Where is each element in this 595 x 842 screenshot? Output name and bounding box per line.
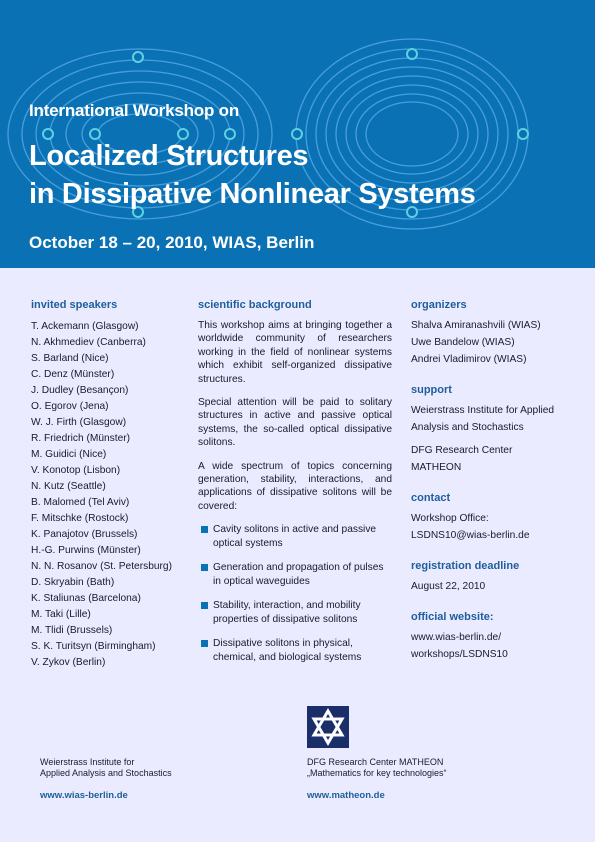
soliton-pattern-graphic — [0, 0, 595, 268]
deadline-heading: registration deadline — [411, 560, 520, 572]
speaker-item: K. Staliunas (Barcelona) — [31, 593, 141, 604]
speaker-item: F. Mitschke (Rostock) — [31, 513, 129, 524]
footer-wias-line-2: Applied Analysis and Stochastics — [40, 768, 172, 778]
footer-wias — [40, 757, 172, 801]
header-banner — [0, 0, 595, 268]
background-paragraph-2: Special attention will be paid to solitary structures in active and passive optical systems, the so-called optical dissipative solitons. — [198, 397, 392, 449]
speaker-item: O. Egorov (Jena) — [31, 401, 109, 412]
speaker-item: N. Kutz (Seattle) — [31, 481, 106, 492]
speaker-item: V. Konotop (Lisbon) — [31, 465, 121, 476]
footer-matheon — [307, 757, 447, 801]
organizer-item: Shalva Amiranashvili (WIAS) — [411, 320, 541, 331]
deadline-date: August 22, 2010 — [411, 581, 486, 592]
speaker-item: B. Malomed (Tel Aviv) — [31, 497, 130, 508]
topic-item: Generation and propagation of pulses in optical waveguides — [198, 561, 392, 589]
support-matheon-line-1: DFG Research Center — [411, 445, 513, 456]
speaker-item: R. Friedrich (Münster) — [31, 433, 131, 444]
bullet-square-icon — [201, 526, 208, 533]
bullet-square-icon — [201, 640, 208, 647]
support-heading: support — [411, 384, 452, 396]
bullet-square-icon — [201, 602, 208, 609]
organizer-item: Uwe Bandelow (WIAS) — [411, 337, 515, 348]
footer-matheon-link[interactable]: www.matheon.de — [307, 790, 385, 801]
speaker-item: D. Skryabin (Bath) — [31, 577, 115, 588]
footer-wias-link[interactable]: www.wias-berlin.de — [40, 790, 128, 801]
matheon-logo-graphic — [307, 706, 349, 748]
speaker-item: S. K. Turitsyn (Birmingham) — [31, 641, 156, 652]
topic-item: Stability, interaction, and mobility properties of dissipative solitons — [198, 599, 392, 627]
speaker-item: J. Dudley (Besançon) — [31, 385, 129, 396]
title-line-2: in Dissipative Nonlinear Systems — [29, 178, 476, 210]
support-wias-line-1: Weierstrass Institute for Applied — [411, 405, 555, 416]
contact-office: Workshop Office: — [411, 513, 489, 524]
background-paragraph-3: A wide spectrum of topics concerning generation, stability, interactions, and applications of dissipative solitons will be covered: — [198, 460, 392, 512]
contact-email-link[interactable]: LSDNS10@wias-berlin.de — [411, 530, 530, 541]
topic-item: Dissipative solitons in physical, chemical, and biological systems — [198, 637, 392, 665]
workshop-title — [29, 137, 476, 213]
website-link-line-1[interactable]: www.wias-berlin.de/ — [411, 632, 502, 643]
background-paragraph-1: This workshop aims at bringing together a worldwide community of researchers working in the field of nonlinear systems which exhibit self-organized dissipative structures. — [198, 320, 392, 385]
workshop-date: October 18 – 20, 2010, WIAS, Berlin — [29, 233, 315, 252]
topic-list — [198, 523, 392, 665]
speaker-item: T. Ackemann (Glasgow) — [31, 321, 139, 332]
background-heading: scientific background — [198, 299, 312, 311]
support-matheon-line-2: MATHEON — [411, 462, 462, 473]
organizer-item: Andrei Vladimirov (WIAS) — [411, 354, 527, 365]
background-column — [198, 297, 392, 675]
speaker-item: M. Guidici (Nice) — [31, 449, 107, 460]
footer-wias-line-1: Weierstrass Institute for — [40, 757, 135, 767]
speaker-item: V. Zykov (Berlin) — [31, 657, 106, 668]
footer-matheon-line-2: „Mathematics for key technologies“ — [307, 768, 447, 778]
footer-matheon-line-1: DFG Research Center MATHEON — [307, 757, 444, 767]
speaker-item: K. Panajotov (Brussels) — [31, 529, 138, 540]
speaker-item: C. Denz (Münster) — [31, 369, 115, 380]
info-column — [411, 297, 581, 663]
matheon-logo — [307, 706, 349, 748]
workshop-subtitle: International Workshop on — [29, 101, 240, 120]
title-line-1: Localized Structures — [29, 140, 309, 172]
website-link-line-2[interactable]: workshops/LSDNS10 — [411, 649, 508, 660]
speaker-item: S. Barland (Nice) — [31, 353, 109, 364]
contact-heading: contact — [411, 492, 451, 504]
organizers-heading: organizers — [411, 299, 467, 311]
speakers-heading: invited speakers — [31, 299, 118, 311]
support-wias-line-2: Analysis and Stochastics — [411, 422, 524, 433]
speaker-item: N. Akhmediev (Canberra) — [31, 337, 146, 348]
topic-item: Cavity solitons in active and passive optical systems — [198, 523, 392, 551]
speaker-item: M. Tlidi (Brussels) — [31, 625, 113, 636]
website-heading: official website: — [411, 611, 494, 623]
speaker-item: W. J. Firth (Glasgow) — [31, 417, 127, 428]
speaker-item: M. Taki (Lille) — [31, 609, 91, 620]
speaker-item: H.-G. Purwins (Münster) — [31, 545, 141, 556]
speakers-column — [31, 297, 191, 671]
speaker-item: N. N. Rosanov (St. Petersburg) — [31, 561, 172, 572]
bullet-square-icon — [201, 564, 208, 571]
